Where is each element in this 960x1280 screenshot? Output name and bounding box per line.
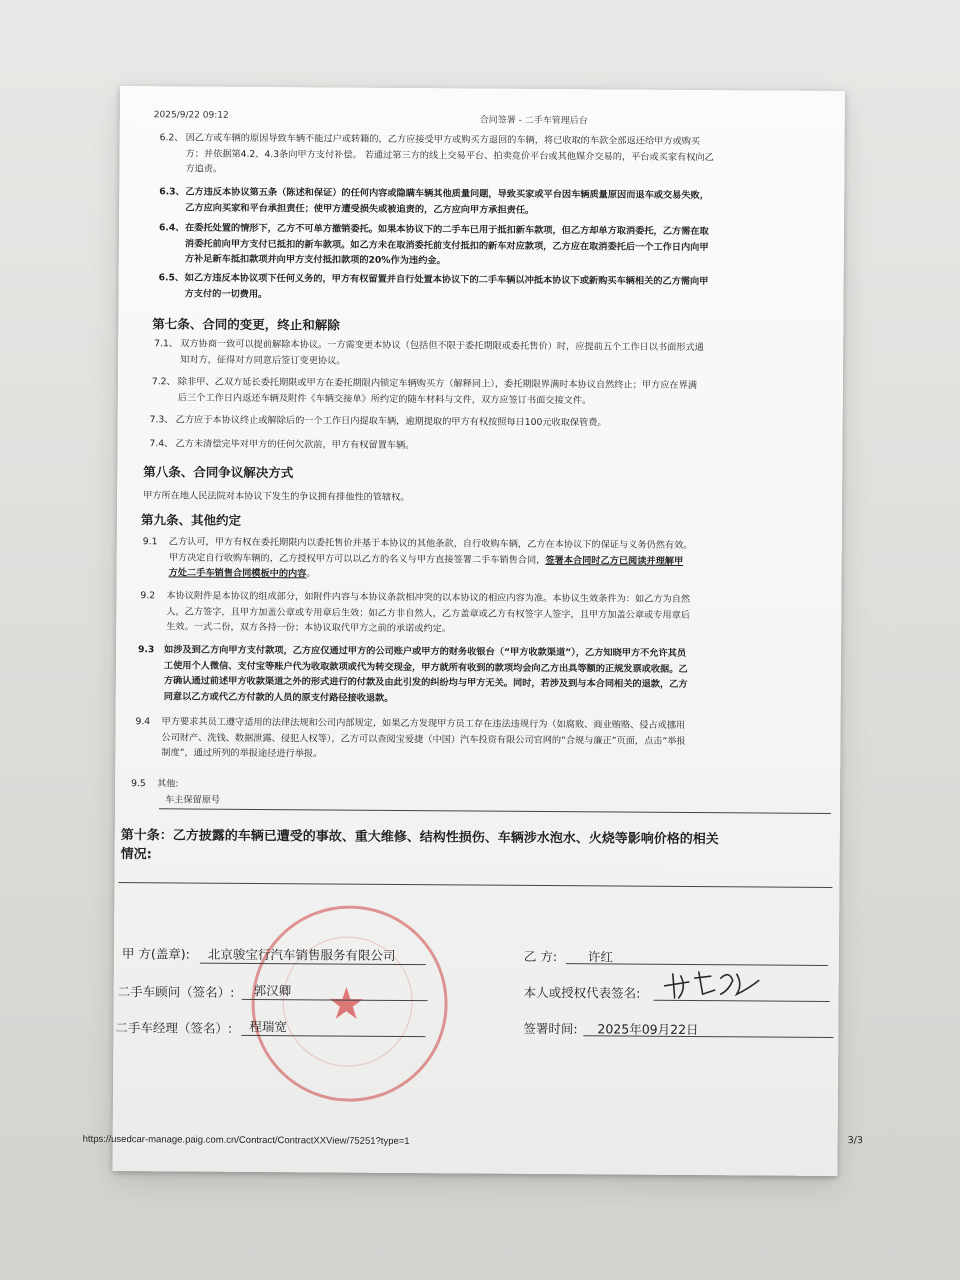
consultant-label: 二手车顾问（签名）: [117,984,235,1000]
print-url: https://usedcar-manage.paig.com.cn/Contract/ContractXXView/75251?type=1 [82,1133,410,1148]
party-b-label: 乙 方: [523,948,558,965]
clause-7-3: 7.3、 乙方应于本协议终止或解除后的一个工作日内提取车辆，逾期提取的甲方有权按照每日100元收取保管费。 [149,414,607,429]
page-number: 3/3 [847,1135,863,1147]
party-b-value: 许红 [587,949,613,965]
clause-6-2: 6.2、 因乙方或车辆的原因导致车辆不能过户或转籍的，乙方应接受甲方或购买方退回的车辆，将已收取的车款全部返还给甲方或购买 方；并依据第4.2、4.3条向甲方支付补偿。 若通过第三方的线上交易平台、拍卖竞价平台或其他媒介交易的，平台或买家有权向乙 方追责。 [159,132,714,175]
clause-9-3: 9.3 如涉及到乙方向甲方支付款项，乙方应仅通过甲方的公司账户或甲方的财务收银台（“甲方收款渠道”），乙方知晓甲方不允许其员 工使用个人微信、支付宝等账户代为收取款项或代为转交现金，甲方就所有收到的款项均会向乙方出具等额的正规发票或收据。乙 方确认通过前述甲方收款渠道之外的形式进行的付款及由此引发的纠纷均与甲方无关。同时，若涉及到与本合同相关的退款，乙方 同意以乙方或代乙方付款的人员的原支付路径接收退款。 [138,644,688,704]
clause-9-5-value: 车主保留原号 [164,794,221,806]
print-page-title: 合同签署 - 二手车管理后台 [479,115,588,127]
clause-6-3: 6.3、 乙方违反本协议第五条（陈述和保证）的任何内容或隐瞒车辆其他质量问题，导致买家或平台因车辆质量原因而退车或交易失败， 乙方应向买家和平台承担责任；使甲方遭受损失或被追责的，乙方应向甲方承担责任。 [159,186,709,216]
clause-6-5: 6.5、 如乙方违反本协议项下任何义务的，甲方有权留置并自行处置本协议下的二手车辆以冲抵本协议下或新购买车辆相关的乙方需向甲 方支付的一切费用。 [158,272,709,300]
clause-7-2: 7.2、 除非甲、乙双方延长委托期限或甲方在委托期限内锁定车辆购买方（解释同上），委托期限界满时本协议自然终止；甲方应在界满 后三个工作日内返还车辆及附件《车辆交接单》所约定的随车材料与文件，双方应签订书面交接文件。 [151,376,698,406]
underline-section-10 [118,882,832,888]
representative-label: 本人或授权代表签名: [523,984,641,1001]
handwritten-signature [659,964,769,1005]
clause-9-4: 9.4 甲方要求其员工遵守适用的法律法规和公司内部规定，如果乙方发现甲方员工存在违法违规行为（如腐败、商业贿赂、侵占或挪用 公司财产、洗钱、数据泄露、侵犯人权等），乙方可以查阅宝爱捷（中国）汽车投资有限公司官网的“合规与廉正”页面，点击“举报 制度”，通过所列的举报途径进行举报。 [135,716,686,760]
section-10-title-line1: 第十条：乙方披露的车辆已遭受的事故、重大维修、结构性损伤、车辆涉水泡水、火烧等影响价格的相关 [120,828,719,848]
print-datetime: 2025/9/22 09:12 [153,110,229,121]
manager-label: 二手车经理（签名）: [115,1019,233,1036]
contract-page [82,86,863,1176]
party-a-value: 北京骏宝行汽车销售服务有限公司 [207,946,396,963]
party-a-label: 甲 方(盖章): [121,946,190,962]
clause-9-1: 9.1 乙方认可，甲方有权在委托期限内以委托售价并基于本协议的其他条款，自行收购车辆，乙方在本协议下的保证与义务仍然有效。 甲方决定自行收购车辆的，乙方授权甲方可以以乙方的名义与甲方直接签署二手车销售合同，签署本合同时乙方已阅读并理解甲 方处二手车销售合同模板中的内容。 [142,536,693,580]
seal-star-icon: ★ [326,978,367,1030]
manager-value: 程瑞宽 [249,1018,288,1035]
clause-9-5-label: 其他: [157,778,179,790]
section-9-title: 第九条、其他约定 [140,512,242,528]
section-8-title: 第八条、合同争议解决方式 [143,464,294,481]
consultant-value: 郭汉卿 [253,982,292,999]
section-8-text: 甲方所在地人民法院对本协议下发生的争议拥有排他性的管辖权。 [143,490,410,504]
clause-6-4: 6.4、 在委托处置的情形下，乙方不可单方撤销委托。如果本协议下的二手车已用于抵扣新车款项，但乙方却单方取消委托，乙方需在取 消委托前向甲方支付已抵扣的新车款项。如乙方未在取消委托前支付抵扣的新车对应款项，乙方应在取消委托后一个工作日内向甲 方补足新车抵扣款项并向甲方支付抵扣款项的20%作为违约金。 [158,222,709,267]
sign-date-label: 签署时间: [523,1020,578,1037]
clause-7-4: 7.4、 乙方未清偿完毕对甲方的任何欠款前，甲方有权留置车辆。 [149,438,415,452]
underline-9-5 [159,808,831,814]
clause-7-1: 7.1、 双方协商一致可以提前解除本协议。一方需变更本协议（包括但不限于委托期限或委托售价）时，应提前五个工作日以书面形式通 知对方，征得对方同意后签订变更协议。 [154,338,704,367]
company-seal [251,905,448,1102]
section-10-title-line2: 情况: [120,847,152,863]
sign-date-value: 2025年09月22日 [597,1021,699,1038]
clause-9-2: 9.2 本协议附件是本协议的组成部分，如附件内容与本协议条款相冲突的以本协议的相应内容为准。本协议生效条件为：如乙方为自然 人，乙方签字，且甲方加盖公章或专用章后生效；如乙方非自然人，乙方盖章或乙方有权签字人签字，且甲方加盖公章或专用章后 生效。一式二份，双方各持一份；本协议取代甲方之前的承诺或约定。 [140,590,691,635]
section-7-title: 第七条、合同的变更，终止和解除 [152,316,340,333]
clause-9-5-num: 9.5 [131,778,146,790]
